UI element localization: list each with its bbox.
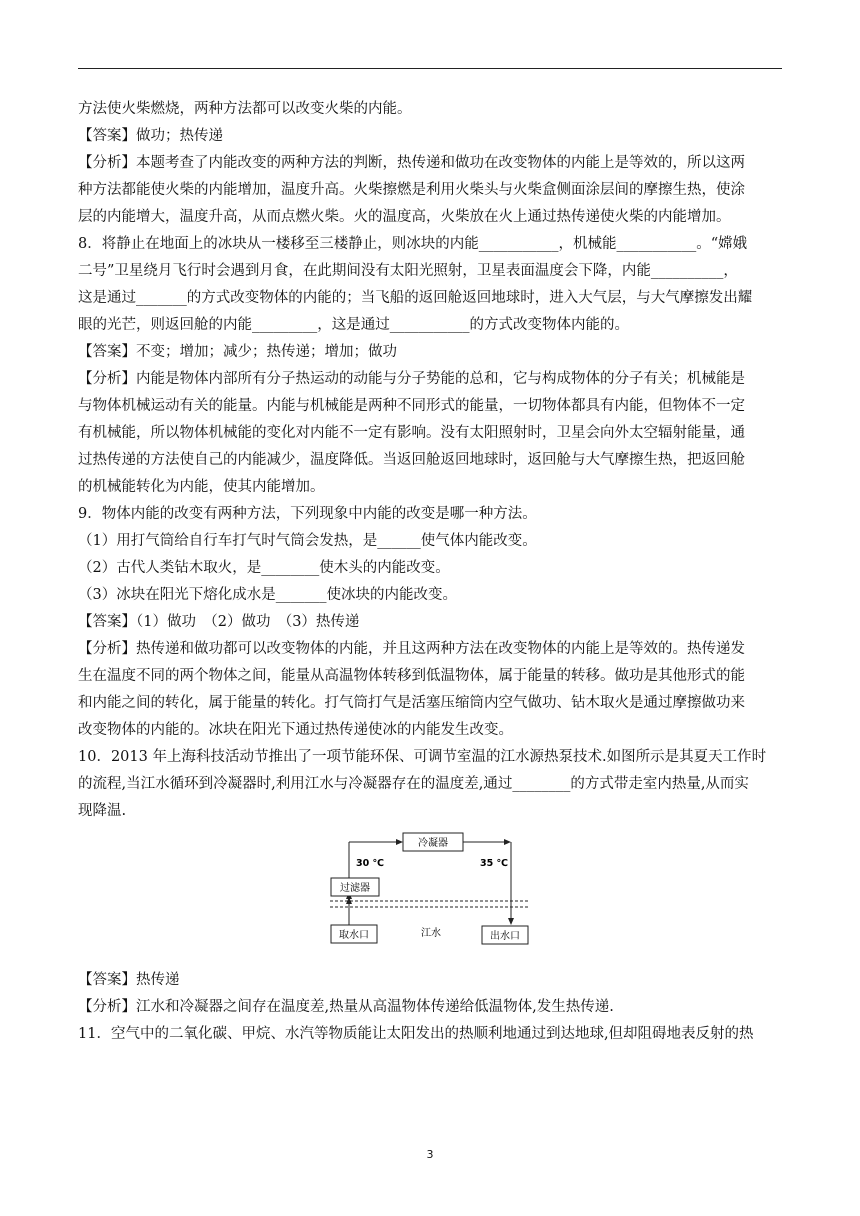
text-line: 和内能之间的转化，属于能量的转化。打气筒打气是活塞压缩筒内空气做功、钻木取火是通过摩擦做功来 bbox=[78, 695, 745, 711]
analysis-line: 【分析】江水和冷凝器之间存在温度差,热量从高温物体传递给低温物体,发生热传递. bbox=[78, 999, 614, 1015]
text-line: 二号”卫星绕月飞行时会遇到月食，在此期间没有太阳光照射，卫星表面温度会下降，内能__________， bbox=[78, 263, 738, 279]
heat-pump-diagram bbox=[330, 829, 530, 949]
subquestion-line: （1）用打气筒给自行车打气时气筒会发热，是______使气体内能改变。 bbox=[78, 533, 537, 549]
temp-in-label: 30 ℃ bbox=[356, 858, 385, 869]
arrow-right-icon bbox=[504, 839, 511, 845]
arrow-right-icon bbox=[396, 839, 403, 845]
text-line: 层的内能增大，温度升高，从而点燃火柴。火的温度高，火柴放在火上通过热传递使火柴的内能增加。 bbox=[78, 209, 731, 225]
heat-pump-figure bbox=[78, 825, 782, 967]
intake-label: 取水口 bbox=[339, 930, 369, 941]
text-line: 有机械能，所以物体机械能的变化对内能不一定有影响。没有太阳照射时，卫星会向外太空辐射能量，通 bbox=[78, 425, 745, 441]
answer-line: 【答案】（1）做功 （2）做功 （3）热传递 bbox=[78, 614, 360, 630]
subquestion-line: （2）古代人类钻木取火，是________使木头的内能改变。 bbox=[78, 560, 450, 576]
question-9-line: 9．物体内能的改变有两种方法，下列现象中内能的改变是哪一种方法。 bbox=[78, 506, 537, 522]
analysis-line: 【分析】本题考查了内能改变的两种方法的判断，热传递和做功在改变物体的内能上是等效的，所以这两 bbox=[78, 155, 745, 171]
subquestion-line: （3）冰块在阳光下熔化成水是_______使冰块的内能改变。 bbox=[78, 587, 457, 603]
answer-line: 【答案】做功；热传递 bbox=[78, 128, 223, 144]
text-line: 现降温. bbox=[78, 803, 127, 819]
text-line: 与物体机械运动有关的能量。内能与机械能是两种不同形式的能量，一切物体都具有内能，但物体不一定 bbox=[78, 398, 745, 414]
text-line: 过热传递的方法使自己的内能减少，温度降低。当返回舱返回地球时，返回舱与大气摩擦生热，把返回舱 bbox=[78, 452, 745, 468]
text-line: 的流程,当江水循环到冷凝器时,利用江水与冷凝器存在的温度差,通过________的方式带走室内热量,从而实 bbox=[78, 776, 749, 792]
analysis-line: 【分析】热传递和做功都可以改变物体的内能，并且这两种方法在改变物体的内能上是等效的。热传递发 bbox=[78, 641, 745, 657]
question-11-line: 11．空气中的二氧化碳、甲烷、水汽等物质能让太阳发出的热顺利地通过到达地球,但却阻碍地表反射的热 bbox=[78, 1026, 754, 1042]
temp-out-label: 35 ℃ bbox=[480, 858, 509, 869]
answer-line: 【答案】不变；增加；减少；热传递；增加；做功 bbox=[78, 344, 397, 360]
question-8-line: 8．将静止在地面上的冰块从一楼移至三楼静止，则冰块的内能___________，机械能___________。“嫦娥 bbox=[78, 236, 748, 252]
river-label: 江水 bbox=[421, 928, 441, 939]
document-body bbox=[78, 96, 782, 1048]
filter-label: 过滤器 bbox=[340, 883, 370, 894]
page-number: 3 bbox=[426, 1148, 434, 1161]
text-line: 的机械能转化为内能，使其内能增加。 bbox=[78, 479, 325, 495]
answer-line: 【答案】热传递 bbox=[78, 972, 180, 988]
header-rule bbox=[78, 68, 782, 69]
text-line: 方法使火柴燃烧，两种方法都可以改变火柴的内能。 bbox=[78, 101, 412, 117]
condenser-label: 冷凝器 bbox=[418, 838, 448, 849]
text-line: 这是通过_______的方式改变物体的内能的；当飞船的返回舱返回地球时，进入大气层，与大气摩擦发出耀 bbox=[78, 290, 753, 306]
arrow-down-icon bbox=[508, 918, 514, 925]
text-line: 眼的光芒，则返回舱的内能_________，这是通过___________的方式改变物体内能的。 bbox=[78, 317, 629, 333]
analysis-line: 【分析】内能是物体内部所有分子热运动的动能与分子势能的总和，它与构成物体的分子有关；机械能是 bbox=[78, 371, 745, 387]
text-line: 生在温度不同的两个物体之间，能量从高温物体转移到低温物体，属于能量的转移。做功是其他形式的能 bbox=[78, 668, 745, 684]
text-line: 改变物体的内能的。冰块在阳光下通过热传递使冰的内能发生改变。 bbox=[78, 722, 513, 738]
outlet-label: 出水口 bbox=[490, 931, 520, 942]
text-line: 种方法都能使火柴的内能增加，温度升高。火柴擦燃是利用火柴头与火柴盒侧面涂层间的摩擦生热，使涂 bbox=[78, 182, 745, 198]
question-10-line: 10．2013 年上海科技活动节推出了一项节能环保、可调节室温的江水源热泵技术.如图所示是其夏天工作时 bbox=[78, 749, 767, 765]
